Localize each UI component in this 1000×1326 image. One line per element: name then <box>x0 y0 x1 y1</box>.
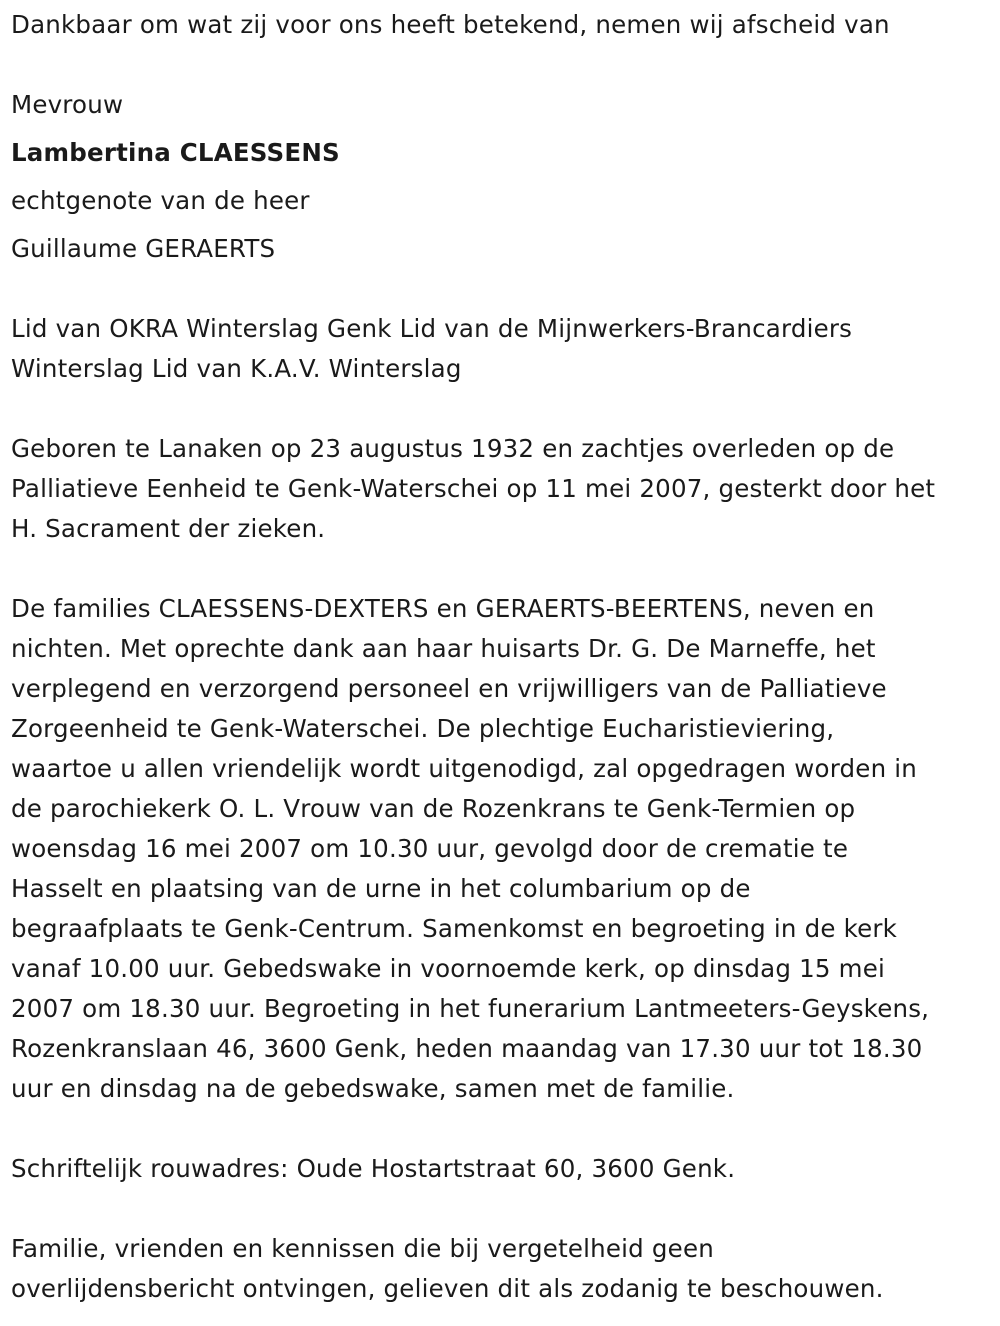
family-ceremony-line: woensdag 16 mei 2007 om 10.30 uur, gevolgd door de crematie te <box>11 834 849 863</box>
spouse-name: Guillaume GERAERTS <box>11 234 276 263</box>
family-ceremony-line: begraafplaats te Genk-Centrum. Samenkomst en begroeting in de kerk <box>11 914 898 943</box>
family-ceremony-line: nichten. Met oprechte dank aan haar huisarts Dr. G. De Marneffe, het <box>11 634 876 663</box>
memberships-line: Lid van OKRA Winterslag Genk Lid van de Mijnwerkers-Brancardiers <box>11 314 853 343</box>
salutation: Mevrouw <box>11 90 124 119</box>
family-ceremony-line: De families CLAESSENS-DEXTERS en GERAERTS-BEERTENS, neven en <box>11 594 875 623</box>
family-ceremony-line: verplegend en verzorgend personeel en vrijwilligers van de Palliatieve <box>11 674 887 703</box>
spouse-label: echtgenote van de heer <box>11 186 310 215</box>
family-ceremony-line: Rozenkranslaan 46, 3600 Genk, heden maandag van 17.30 uur tot 18.30 <box>11 1034 923 1063</box>
family-ceremony-line: waartoe u allen vriendelijk wordt uitgenodigd, zal opgedragen worden in <box>11 754 918 783</box>
birth-death-line: H. Sacrament der zieken. <box>11 514 326 543</box>
family-ceremony-line: 2007 om 18.30 uur. Begroeting in het funerarium Lantmeeters-Geyskens, <box>11 994 930 1023</box>
family-ceremony-line: vanaf 10.00 uur. Gebedswake in voornoemde kerk, op dinsdag 15 mei <box>11 954 886 983</box>
closing-line: overlijdensbericht ontvingen, gelieven dit als zodanig te beschouwen. <box>11 1274 884 1303</box>
intro-text: Dankbaar om wat zij voor ons heeft betekend, nemen wij afscheid van <box>11 10 890 39</box>
family-ceremony-line: uur en dinsdag na de gebedswake, samen met de familie. <box>11 1074 735 1103</box>
memberships-line: Winterslag Lid van K.A.V. Winterslag <box>11 354 462 383</box>
family-ceremony-line: de parochiekerk O. L. Vrouw van de Rozenkrans te Genk-Termien op <box>11 794 856 823</box>
family-ceremony-line: Hasselt en plaatsing van de urne in het columbarium op de <box>11 874 751 903</box>
birth-death-line: Geboren te Lanaken op 23 augustus 1932 en zachtjes overleden op de <box>11 434 895 463</box>
birth-death-line: Palliatieve Eenheid te Genk-Waterschei op 11 mei 2007, gesterkt door het <box>11 474 936 503</box>
closing-line: Familie, vrienden en kennissen die bij vergetelheid geen <box>11 1234 714 1263</box>
address-line: Schriftelijk rouwadres: Oude Hostartstraat 60, 3600 Genk. <box>11 1154 736 1183</box>
family-ceremony-line: Zorgeenheid te Genk-Waterschei. De plechtige Eucharistieviering, <box>11 714 835 743</box>
deceased-name: Lambertina CLAESSENS <box>11 138 340 167</box>
